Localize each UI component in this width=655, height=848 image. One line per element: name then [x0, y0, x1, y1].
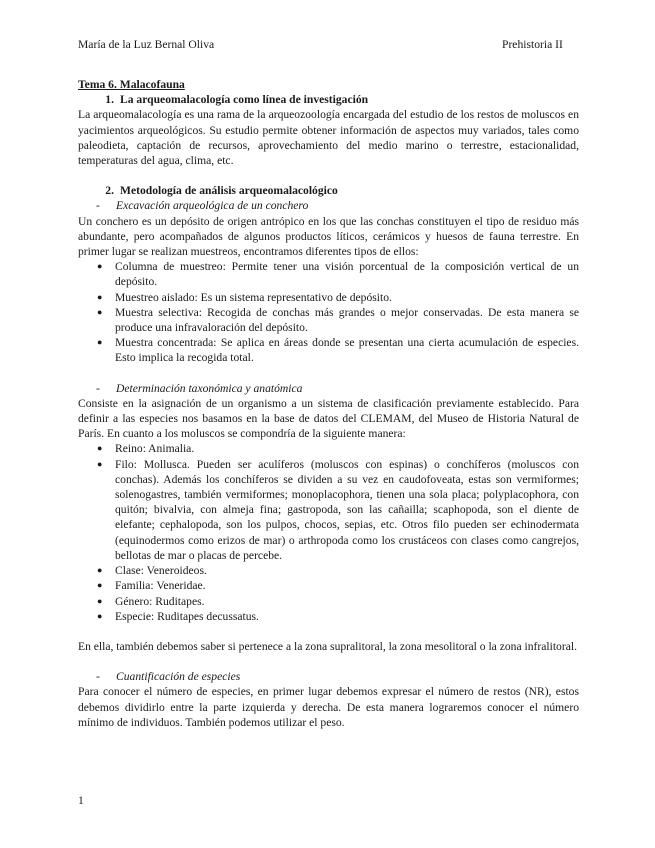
list-item: ● Especie: Ruditapes decussatus. — [78, 609, 579, 624]
list-item: ● Clase: Veneroideos. — [78, 563, 579, 578]
subsection-2-heading — [78, 381, 579, 396]
subsection-3-paragraph: Para conocer el número de especies, en primer lugar debemos expresar el número de restos (NR), estos debemos dividirlo entre la parte izquierda y derecha. De esta manera lograremos conocer el número mínimo de individuos. También podemos utilizar el peso. — [78, 685, 579, 729]
bullet-icon: ● — [97, 458, 103, 469]
subsection-1-dash: - — [96, 199, 100, 213]
list-item: ● Columna de muestreo: Permite tener una visión porcentual de la composición vertical de un depósito. — [78, 259, 579, 289]
subsection-2-closing: En ella, también debemos saber si pertenece a la zona supralitoral, la zona mesolitoral o la zona infralitoral. — [78, 639, 577, 653]
bullet-icon: ● — [97, 291, 103, 302]
section-1-paragraph: La arqueomalacología es una rama de la arqueozoología encargada del estudio de los restos de moluscos en yacimientos arqueológicos. Su estudio permite obtener información de aspectos muy variados, tales como paleodieta, captación de recursos, aprovechamiento del medio marino o terrestre, estacionalidad, temperaturas del agua, clima, etc. — [78, 108, 579, 168]
taxonomy-list — [78, 441, 579, 623]
bullet-icon: ● — [97, 306, 103, 317]
subsection-3-heading — [78, 669, 579, 684]
page-number: 1 — [78, 794, 84, 807]
document-body — [78, 77, 579, 730]
bullet-icon: ● — [97, 261, 103, 272]
subsection-2-dash: - — [96, 381, 100, 395]
section-2-heading — [78, 183, 579, 198]
subsection-1-title: Excavación arqueológica de un conchero — [116, 199, 309, 213]
list-item: ● Filo: Mollusca. Pueden ser aculíferos (moluscos con espinas) o conchíferos (moluscos con conchas). Además los conchíferos se dividen a su vez en caudofoveata, estas son vermiformes; solenogastres, también vermiformes; monoplacophora, tienen una sola placa; polyplacophora, con quitón; bivalvia, con almeja fina; gastropoda, son las cañailla; scaphopoda, son el diente de elefante; cephalopoda, son los pulpos, chocos, sepias, etc. Otros filo pueden ser echinodermata (equinodermos como erizos de mar) o arthropoda como los crustáceos con clases como cangrejos, bellotas de mar o placas de percebe. — [78, 457, 579, 563]
sampling-list — [78, 259, 579, 365]
subsection-3-title: Cuantificación de especies — [116, 670, 241, 684]
section-1-heading — [78, 92, 579, 107]
subsection-2-paragraph: Consiste en la asignación de un organismo a un sistema de clasificación previamente establecido. Para definir a las especies nos basamos en la base de datos del CLEMAM, del Museo de Historia Natural de París. En cuanto a los moluscos se compondría de la siguiente manera: — [78, 396, 579, 441]
bullet-icon: ● — [97, 565, 103, 576]
section-1-title: La arqueomalacología como línea de investigación — [120, 93, 369, 107]
topic-title: Tema 6. Malacofauna — [78, 78, 185, 91]
list-item: ● Muestreo aislado: Es un sistema representativo de depósito. — [78, 290, 579, 305]
subsection-1-paragraph: Un conchero es un depósito de origen antrópico en los que las conchas constituyen el tipo de residuo más abundante, pero acompañados de algunos productos líticos, cerámicos y huesos de fauna terrestre. En primer lugar se realizan muestreos, encontramos diferentes tipos de ellos: — [78, 214, 579, 259]
section-2-number: 2. — [105, 184, 114, 198]
list-item: ● Reino: Animalia. — [78, 441, 579, 456]
subsection-3-dash: - — [96, 670, 100, 684]
section-2-title: Metodología de análisis arqueomalacológico — [120, 184, 338, 198]
header-author: María de la Luz Bernal Oliva — [78, 38, 215, 51]
bullet-icon: ● — [97, 337, 103, 348]
bullet-icon: ● — [97, 580, 103, 591]
subsection-1-heading — [78, 198, 579, 213]
list-item: ● Muestra concentrada: Se aplica en áreas donde se presentan una cierta acumulación de especies. Esto implica la recogida total. — [78, 335, 579, 365]
list-item: ● Género: Ruditapes. — [78, 594, 579, 609]
section-1-number: 1. — [105, 93, 114, 107]
list-item: ● Familia: Veneridae. — [78, 578, 579, 593]
bullet-icon: ● — [97, 610, 103, 621]
bullet-icon: ● — [97, 443, 103, 454]
bullet-icon: ● — [97, 595, 103, 606]
list-item: ● Muestra selectiva: Recogida de conchas más grandes o mejor conservadas. De esta manera se produce una infravaloración del depósito. — [78, 305, 579, 335]
header-course: Prehistoria II — [502, 38, 563, 51]
subsection-2-title: Determinación taxonómica y anatómica — [116, 381, 303, 395]
